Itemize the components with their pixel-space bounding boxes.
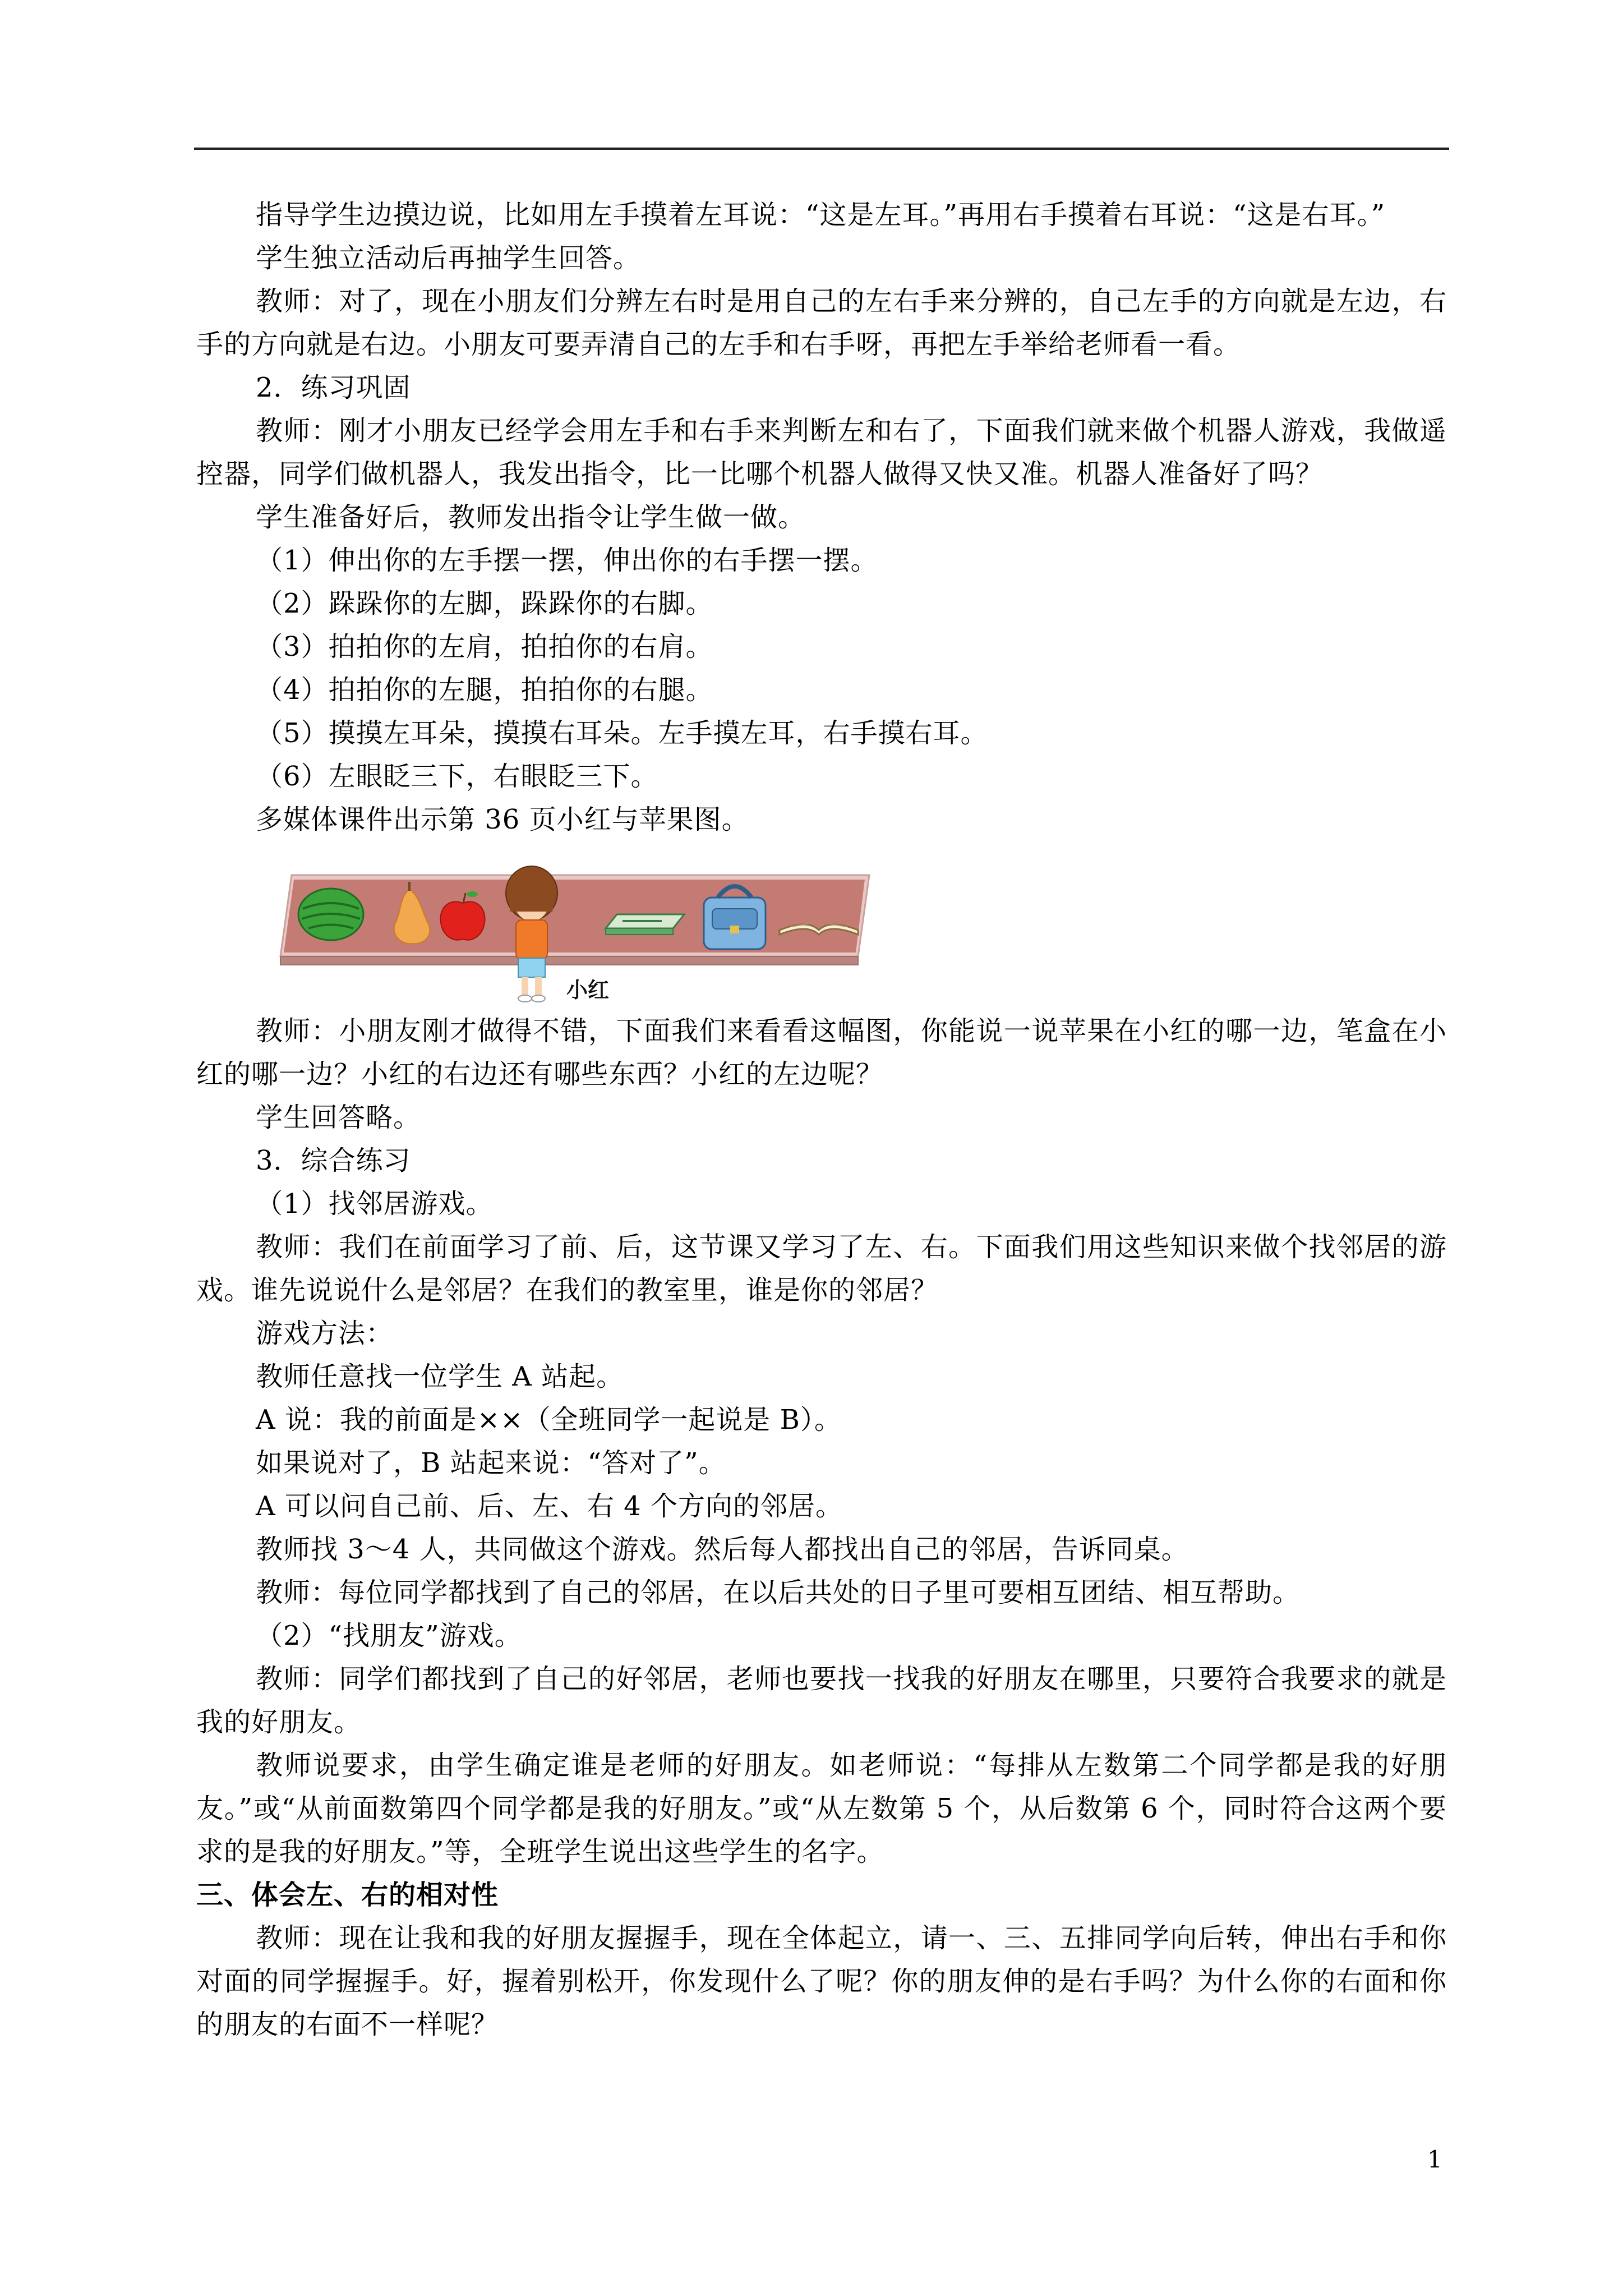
shelf-figure [269,858,875,1004]
paragraph: 学生准备好后，教师发出指令让学生做一做。 [256,501,806,533]
header-rule [194,148,1449,150]
paragraph: （2）跺跺你的左脚，跺跺你的右脚。 [256,588,713,619]
paragraph: 指导学生边摸边说，比如用左手摸着左耳说：“这是左耳。”再用右手摸着右耳说：“这是右耳。” [256,199,1386,231]
paragraph: （4）拍拍你的左腿，拍拍你的右腿。 [256,674,713,706]
paragraph: A 说：我的前面是××（全班同学一起说是 B）。 [256,1404,842,1435]
paragraph: 学生独立活动后再抽学生回答。 [256,242,641,274]
paragraph: （1）伸出你的左手摆一摆，伸出你的右手摆一摆。 [256,545,878,576]
paragraph: （1）找邻居游戏。 [256,1188,494,1220]
watermelon-icon [298,889,363,940]
middle-paragraphs [196,1010,1447,1874]
figure-caption: 小红 [566,978,610,1002]
paragraph: 如果说对了，B 站起来说：“答对了”。 [256,1447,726,1479]
page-number: 1 [1427,2146,1442,2173]
pencil-case-icon [606,914,684,935]
shelf-edge [280,956,858,965]
paragraph: （3）拍拍你的左肩，拍拍你的右肩。 [256,631,713,662]
paragraph: 教师说要求，由学生确定谁是老师的好朋友。如老师说：“每排从左数第二个同学都是我的好朋友。”或“从前面数第四个同学都是我的好朋友。”或“从左数第 5 个，从后数第 6 个，同时符合这两个要求的是我的好朋友。”等，全班学生说出这些学生的名字。 [196,1750,1447,1867]
paragraph: 多媒体课件出示第 36 页小红与苹果图。 [256,804,749,835]
paragraph: 教师找 3～4 人，共同做这个游戏。然后每人都找出自己的邻居，告诉同桌。 [256,1534,1189,1565]
figure-area [196,841,1447,1010]
section-heading: 三、体会左、右的相对性 [196,1879,499,1911]
paragraph: A 可以问自己前、后、左、右 4 个方向的邻居。 [256,1490,843,1522]
bottom-paragraphs [196,1917,1447,2046]
paragraph: 3．综合练习 [256,1145,411,1176]
paragraph: 教师：每位同学都找到了自己的邻居，在以后共处的日子里可要相互团结、相互帮助。 [256,1577,1301,1608]
paragraph: 教师：小朋友刚才做得不错，下面我们来看看这幅图，你能说一说苹果在小红的哪一边，笔盒在小红的哪一边？小红的右边还有哪些东西？小红的左边呢？ [196,1015,1447,1090]
paragraph: （2）“找朋友”游戏。 [256,1620,522,1651]
paragraph: 学生回答略。 [256,1102,421,1133]
paragraph: 教师：我们在前面学习了前、后，这节课又学习了左、右。下面我们用这些知识来做个找邻居的游戏。谁先说说什么是邻居？在我们的教室里，谁是你的邻居？ [196,1231,1447,1306]
paragraph: 教师任意找一位学生 A 站起。 [256,1361,624,1392]
paragraph: 教师：对了，现在小朋友们分辨左右时是用自己的左右手来分辨的，自己左手的方向就是左边，右手的方向就是右边。小朋友可要弄清自己的左手和右手呀，再把左手举给老师看一看。 [196,286,1447,360]
top-paragraphs [196,194,1447,841]
paragraph: （5）摸摸左耳朵，摸摸右耳朵。左手摸左耳，右手摸右耳。 [256,717,988,749]
paragraph: 游戏方法： [256,1318,394,1349]
paragraph: 教师：刚才小朋友已经学会用左手和右手来判断左和右了，下面我们就来做个机器人游戏，我做遥控器，同学们做机器人，我发出指令，比一比哪个机器人做得又快又准。机器人准备好了吗？ [196,415,1447,490]
body-content [196,194,1447,2046]
paragraph: （6）左眼眨三下，右眼眨三下。 [256,761,658,792]
paragraph: 教师：同学们都找到了自己的好邻居，老师也要找一找我的好朋友在哪里，只要符合我要求的就是我的好朋友。 [196,1663,1447,1738]
paragraph: 教师：现在让我和我的好朋友握握手，现在全体起立，请一、三、五排同学向后转，伸出右手和你对面的同学握握手。好，握着别松开，你发现什么了呢？你的朋友伸的是右手吗？为什么你的右面和你的朋友的右面不一样呢？ [196,1922,1447,2040]
shelf-surface [284,880,865,953]
paragraph: 2．练习巩固 [256,372,411,403]
